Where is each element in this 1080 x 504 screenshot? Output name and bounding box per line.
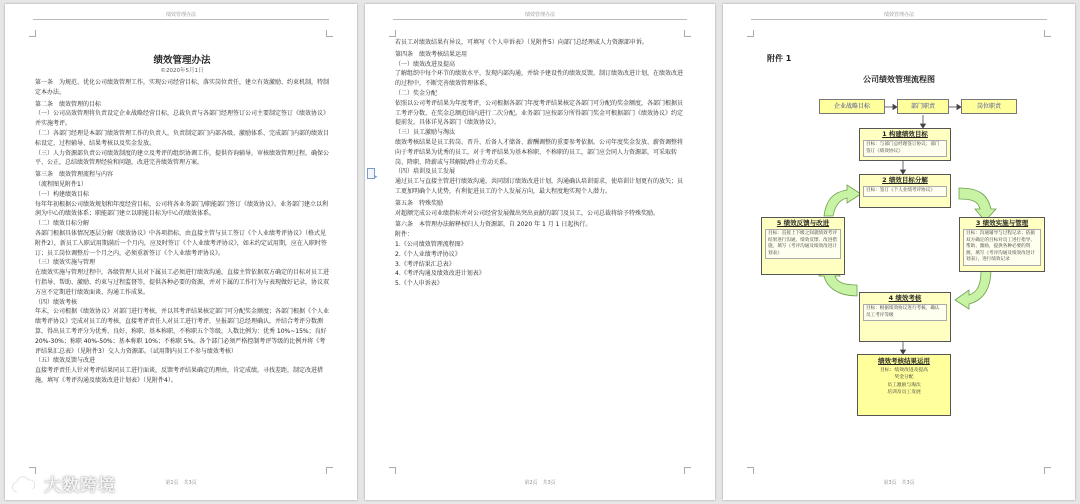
step-body: 目标：沟通辅导与过程记录；依据双方确定的目标对员工进行指导、帮助、激励，提供各种必要的资源，填写《考评沟通及绩效改进计划表》，进行绩效记录	[963, 229, 1041, 266]
paragraph: 5.《个人申诉表》	[395, 280, 443, 288]
paragraph: 绩效考核结果是员工转岗、晋升、后备人才储备、薪酬调整的重要参考依据。公司年度奖金发放、薪资调整将向于考评结果为优秀的员工，对于考评结果为基本称职、不称职的员工，部门应会同人力资源部，可采取转岗、降职、降薪或与其解除/终止劳动关系。	[395, 138, 684, 166]
paragraph: 第二条 绩效管理的目标	[35, 100, 102, 108]
paragraph: 第六条 本管理办法解释权归人力资源部，自 2020 年 1 月 1 日起执行。	[395, 221, 592, 229]
document-page-1	[5, 4, 357, 500]
paragraph: 第三条 绩效管理流程与内容	[35, 171, 114, 179]
paragraph: 第五条 特殊奖励	[395, 199, 444, 207]
flow-step-3	[959, 217, 1045, 272]
running-header: 绩效管理办法	[883, 12, 914, 18]
paragraph: （一）构建绩效目标	[35, 190, 90, 198]
flow-step-5	[761, 217, 845, 275]
paragraph: （二）各部门经理是本部门绩效管理工作的负责人，负责制定部门内部各级、激励体系、完成部门内部的绩效目标设定、过程辅导、结果考核以及奖金发放。	[35, 129, 330, 147]
step-title: 4 绩效考核	[888, 294, 922, 302]
step-title: 5 绩效反馈与改进	[776, 219, 830, 227]
page-body	[395, 38, 687, 289]
watermark	[8, 470, 138, 498]
document-page-3	[723, 4, 1075, 500]
step-body: 目标：与部门总经理签订协议；部门签订《绩效协议》	[863, 140, 947, 157]
result-line: 目标：绩效改进及提高	[880, 368, 928, 373]
paragraph: 了解组织中每个环节的绩效水平，发现内部沟通，并给予建设性的绩效反馈，制订绩效改进计划，在绩效改进的过程中，不断完善绩效管理体系。	[395, 70, 684, 88]
document-outline-icon[interactable]: ▸	[367, 168, 378, 181]
paragraph: 各部门根据具体情况逐层分解《绩效协议》中各项指标，由直接主管与员工签订《个人业绩考评协议》（格式见附件2），新员工入职试用期满后一个月内，应及时签订《个人业绩考评协议》，如未约定试用期，应在入职时签订；员工岗位调整后一个月之内，必须重新签订《个人业绩考评协议》。	[35, 229, 327, 257]
flow-box-strategy: 企业战略目标	[819, 99, 885, 114]
result-line: 培训及员工发展	[887, 390, 921, 396]
page-body	[35, 44, 329, 386]
paragraph: （三）员工激励与淘汰	[395, 129, 456, 137]
header-rule	[393, 19, 687, 20]
paragraph: 1.《公司绩效管理流程图》	[395, 240, 467, 248]
flow-result-box	[857, 354, 951, 416]
running-header: 绩效管理办法	[165, 12, 196, 18]
flow-step-1	[859, 128, 951, 161]
page-footer: 第2页 共3页	[524, 480, 556, 486]
margin-mark	[389, 467, 396, 474]
document-title: 绩效管理办法	[153, 55, 211, 66]
paragraph: 对超额完成公司业绩指标并对公司经营发展做出突出贡献的部门及员工，公司总裁将给予特殊奖励。	[395, 209, 660, 217]
result-title: 绩效考核结果运用	[878, 357, 930, 365]
watermark-text: 大数跨境	[44, 476, 116, 496]
result-line: 员工激励与淘汰	[887, 382, 921, 388]
paragraph: 附件：	[395, 231, 414, 239]
paragraph: 依照以公司考评结果为年度考评，公司根据各部门年度考评结果核定各部门可分配的奖金额度，各部门根据员工考评分数、在奖金总额范围内进行二次分配。业务部门应按部分所得部门奖金可根据部门《绩效协议》约定提前发，具体详见各部门《绩效协议》。	[395, 99, 684, 127]
flow-step-2	[859, 174, 951, 208]
paragraph: （二）奖金分配	[395, 89, 438, 97]
paragraph: 若员工对绩效结果有异议，可填写《个人申诉表》（见附件5）向部门总经理或人力资源部申诉。	[395, 39, 648, 46]
paragraph: （流程图见附件1）	[35, 180, 87, 188]
watermark-logo-icon	[8, 470, 42, 498]
paragraph: （二）绩效目标分解	[35, 220, 90, 228]
flow-step-4	[859, 292, 951, 342]
paragraph: （三）绩效实施与管理	[35, 259, 96, 267]
paragraph: 直接考评责任人针对考评结果同员工进行面谈，反馈考评结果确定的理由，肯定成绩，寻找差距，制定改进措施，填写《考评沟通及绩效改进计划表》（见附件4）。	[35, 367, 324, 384]
document-date: ©2020年5月1日	[160, 68, 204, 74]
running-header: 绩效管理办法	[524, 12, 555, 18]
paragraph: 在绩效实施与管理过程中，各级管理人员对下属员工必须进行绩效沟通，直接主管依据双方确定的目标对员工进行指导、帮助、激励、约束与过程监督等，提供各种必要的资源，并对下属的工作行为与表现做好记录，协议双方应不定期进行绩效面谈、沟通工作成果。	[35, 269, 330, 296]
step-body: 目标：直接上下级之间就绩效考评结果进行沟通、绩效反馈、改进措施，填写《考评沟通及绩效改进计划表》	[765, 229, 841, 259]
paragraph: （一）绩效改进及提高	[395, 60, 456, 68]
down-arrow	[901, 161, 906, 174]
paragraph: 每年年初根据公司绩效规划和年度经营目标，公司将各业务部门/职能部门签订《绩效协议》。业务部门建立以利润为中心的绩效体系；职能部门建立以职能目标为中心的绩效体系。	[35, 200, 329, 218]
step-body: 目标：签订《个人业绩考评协议》	[863, 186, 947, 197]
paragraph: 年末，公司根据《绩效协议》对部门进行考核，并以其考评结果核定部门可分配奖金额度；各部门根据《个人业绩考评协议》完成对员工的考核，直接考评责任人对员工进行考评，呈报部门总经理确认，并结合考评分数测算，得出员工考评分为优秀、良好、称职、基本称职、不称职五个等级，人数比例为：优秀 10%~15%；良好 20%-30%；称职 40%-50%；基本称职 10%；不称职 5%。各个部门必须严格控制考评等级的比例并将《考评结果汇总表》（见附件3）交人力资源部。（试用期内员工不参与绩效考核）	[35, 308, 330, 355]
paragraph: 第四条 绩效考核结果运用	[395, 50, 468, 58]
paragraph: 2.《个人业绩考评协议》	[395, 250, 461, 258]
flow-box-department: 部门职责	[897, 99, 949, 114]
paragraph: （一）公司高效管理将负责设定企业战略经营目标，总裁负责与各部门经理签订公司主要制定签订《绩效协议》并实施考评。	[35, 110, 330, 128]
header-rule	[33, 19, 329, 20]
flowchart-title: 公司绩效管理流程图	[863, 75, 935, 84]
paragraph: （四）培训及员工发展	[395, 168, 456, 176]
step-title: 2 绩效目标分解	[882, 176, 928, 184]
page-footer: 第1页 共3页	[165, 480, 197, 486]
margin-mark	[684, 30, 691, 37]
paragraph-list	[395, 38, 687, 289]
paragraph: 4.《考评沟通及绩效改进计划表》	[395, 270, 485, 278]
step-body: 目标：根据绩效协议进行考核，确认员工考评等级	[863, 304, 947, 321]
paragraph: （四）绩效考核	[35, 298, 78, 306]
document-page-2	[365, 4, 715, 500]
step-title: 3 绩效实施与管理	[975, 219, 1029, 227]
down-arrow	[901, 342, 906, 354]
attachment-label: 附件 1	[767, 54, 792, 63]
paragraph: 3.《考评结果汇总表》	[395, 260, 455, 268]
paragraph: （三）人力资源部负责公司绩效制度的建立及考评的组织协调工作，提供咨询辅导，审核绩效管理过程，确保公平、公正，总结绩效管理经验和问题，改进完善绩效管理方案。	[35, 149, 330, 167]
margin-mark	[29, 30, 36, 37]
paragraph: （五）绩效反馈与改进	[35, 357, 96, 365]
margin-mark	[389, 30, 396, 37]
page-footer: 第3页 共3页	[883, 480, 915, 486]
paragraph-list	[35, 78, 329, 386]
flow-box-position: 岗位职责	[961, 99, 1017, 114]
step-title: 1 构建绩效目标	[882, 130, 928, 138]
margin-mark	[326, 30, 333, 37]
result-line: 奖金分配	[894, 375, 914, 381]
paragraph: 通过员工与直接主管进行绩效沟通，共同制订绩效改进计划，沟通确认培训需求，使培训计划更有的放矢；员工更加明确个人优势，有利促进员工的个人发展方向，最大程度地实现个人潜力。	[395, 178, 684, 195]
margin-mark	[326, 467, 333, 474]
paragraph: 第一条 为规范、优化公司绩效管理工作，实现公司经营目标，落实岗位责任，建立有效激励、约束机制，特制定本办法。	[35, 79, 330, 96]
margin-mark	[684, 467, 691, 474]
